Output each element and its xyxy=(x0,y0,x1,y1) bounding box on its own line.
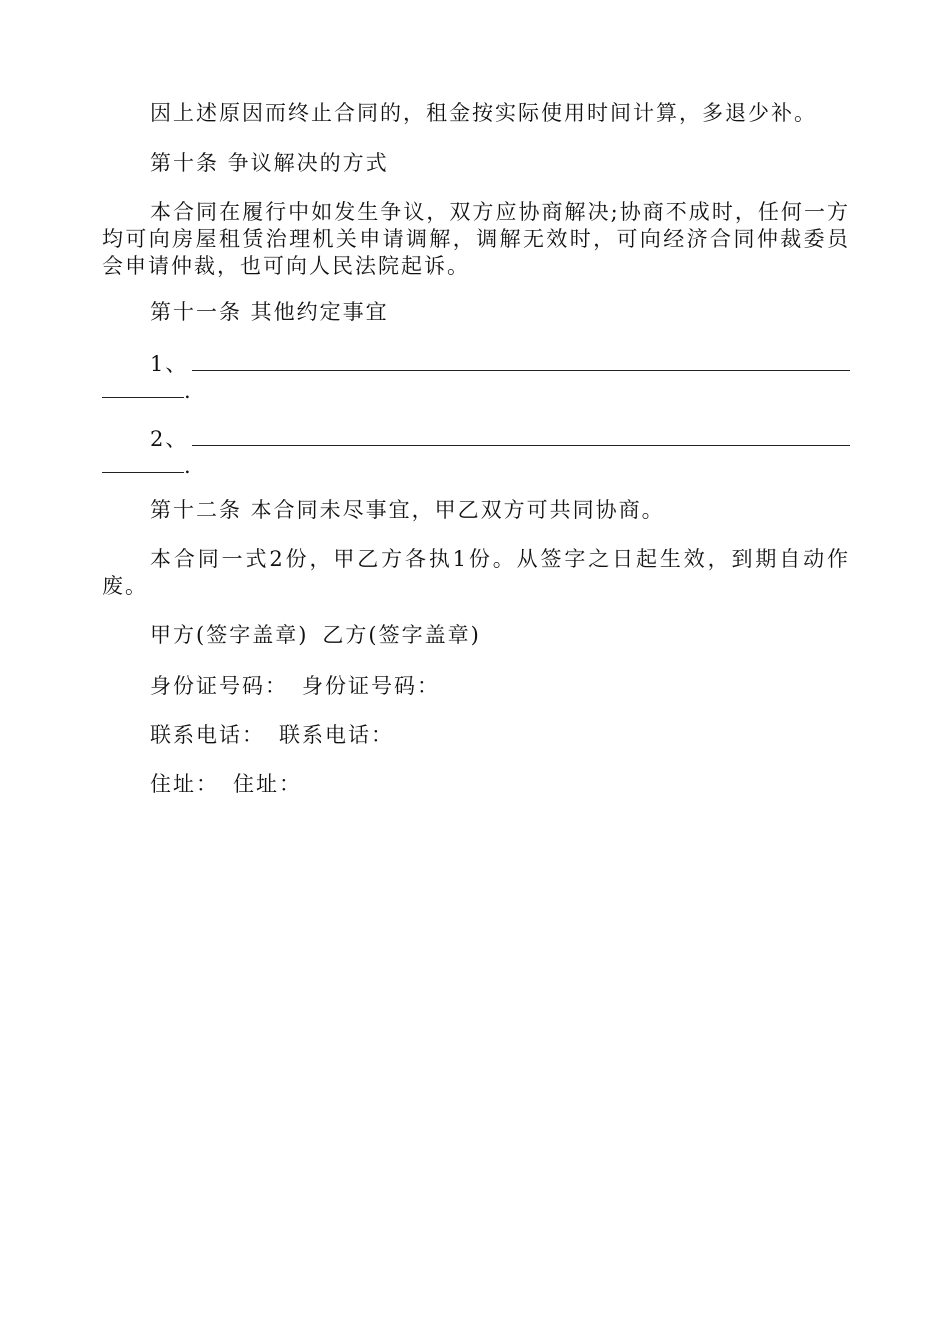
signature-line xyxy=(102,622,850,649)
item-1-blank xyxy=(192,369,850,371)
article-12: 第十二条 本合同未尽事宜，甲乙双方可共同协商。 xyxy=(150,498,665,522)
party-b-address: 住址： xyxy=(233,772,302,796)
item-1-label: 1、 xyxy=(150,352,189,376)
item-2-line xyxy=(102,426,850,453)
item-1-line-continued xyxy=(102,378,850,405)
party-a-id: 身份证号码： xyxy=(150,674,288,698)
item-1-end: . xyxy=(184,379,193,403)
party-a-phone: 联系电话： xyxy=(150,723,265,747)
article-11-title: 第十一条 其他约定事宜 xyxy=(150,300,389,324)
article-10-title: 第十条 争议解决的方式 xyxy=(150,151,389,175)
item-2-blank xyxy=(192,444,850,446)
copies-paragraph: 本合同一式2份，甲乙方各执1份。从签字之日起生效，到期自动作废。 xyxy=(102,547,850,598)
party-b-sign: 乙方(签字盖章) xyxy=(322,623,481,647)
phone-line xyxy=(102,722,850,749)
item-2-blank-continued xyxy=(102,471,184,473)
id-number-line xyxy=(102,673,850,700)
article-10-body: 本合同在履行中如发生争议，双方应协商解决;协商不成时，任何一方均可向房屋租赁治理机关申请调解，调解无效时，可向经济合同仲裁委员会申请仲裁，也可向人民法院起诉。 xyxy=(102,200,850,278)
party-a-sign: 甲方(签字盖章) xyxy=(150,623,309,647)
item-1-blank-continued xyxy=(102,396,184,398)
party-b-id: 身份证号码： xyxy=(302,674,440,698)
party-a-address: 住址： xyxy=(150,772,219,796)
item-2-line-continued xyxy=(102,453,850,480)
item-2-label: 2、 xyxy=(150,427,189,451)
paragraph-termination: 因上述原因而终止合同的，租金按实际使用时间计算，多退少补。 xyxy=(150,101,817,125)
item-1-line xyxy=(102,351,850,378)
party-b-phone: 联系电话： xyxy=(279,723,394,747)
item-2-end: . xyxy=(184,454,193,478)
address-line xyxy=(102,771,850,798)
